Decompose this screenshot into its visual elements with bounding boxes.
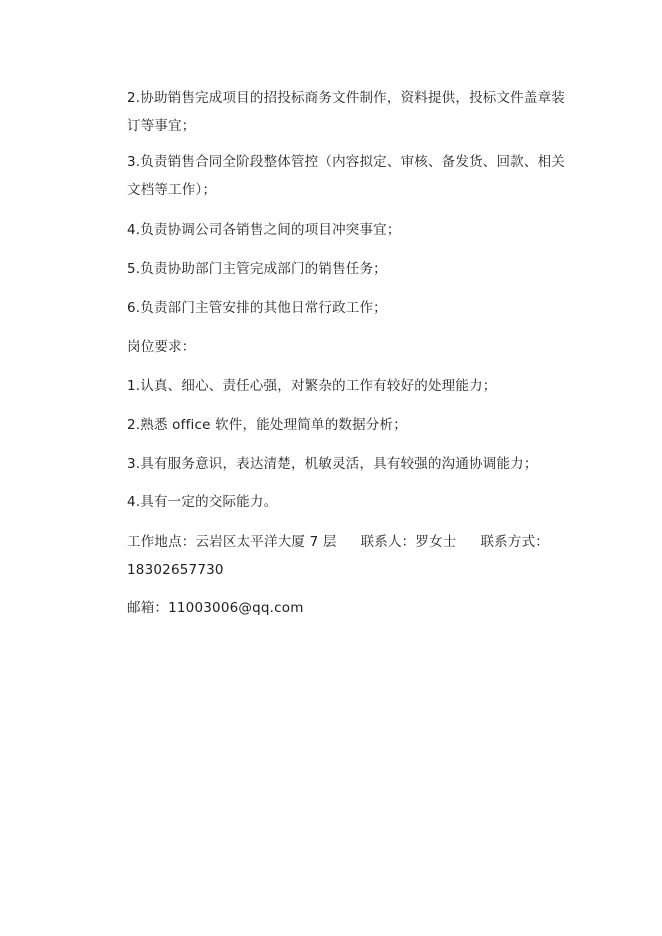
requirements-heading-text: 岗位要求： <box>127 339 196 355</box>
requirement-item-4 <box>127 488 567 516</box>
work-location: 工作地点：云岩区太平洋大厦 7 层 <box>127 534 337 550</box>
requirement-item-1 <box>127 372 567 400</box>
requirement-item-3-text: 3.具有服务意识，表达清楚，机敏灵活，具有较强的沟通协调能力； <box>127 456 538 472</box>
contact-person: 联系人：罗女士 <box>360 534 457 550</box>
duty-item-5-line-1: 5.负责协助部门主管完成部门的销售任务； <box>127 261 387 277</box>
email-text: 邮箱：11003006@qq.com <box>127 600 304 616</box>
requirement-item-1-text: 1.认真、细心、责任心强，对繁杂的工作有较好的处理能力； <box>127 378 497 394</box>
contact-method-label: 联系方式： <box>480 534 549 550</box>
duty-item-3 <box>127 148 567 204</box>
requirement-item-4-text: 4.具有一定的交际能力。 <box>127 494 278 510</box>
duty-item-2-line-2: 订等事宜； <box>127 118 196 134</box>
duty-item-4-line-1: 4.负责协调公司各销售之间的项目冲突事宜； <box>127 222 401 238</box>
requirement-item-2-text: 2.熟悉 office 软件，能处理简单的数据分析； <box>127 417 407 433</box>
requirement-item-3 <box>127 450 567 478</box>
duty-item-6 <box>127 294 567 322</box>
duty-item-4 <box>127 216 567 244</box>
email-line <box>127 594 567 622</box>
requirements-heading <box>127 333 567 361</box>
duty-item-3-line-1: 3.负责销售合同全阶段整体管控（内容拟定、审核、备发货、回款、相关 <box>127 154 565 170</box>
duty-item-2 <box>127 84 567 140</box>
contact-line-1 <box>127 528 567 556</box>
duty-item-3-line-2: 文档等工作）； <box>127 182 217 198</box>
contact-phone: 18302657730 <box>127 562 224 578</box>
duty-item-5 <box>127 255 567 283</box>
duty-item-6-line-1: 6.负责部门主管安排的其他日常行政工作； <box>127 300 387 316</box>
requirement-item-2 <box>127 411 567 439</box>
contact-block <box>127 528 567 584</box>
duty-item-2-line-1: 2.协助销售完成项目的招投标商务文件制作，资料提供，投标文件盖章装 <box>127 90 565 106</box>
